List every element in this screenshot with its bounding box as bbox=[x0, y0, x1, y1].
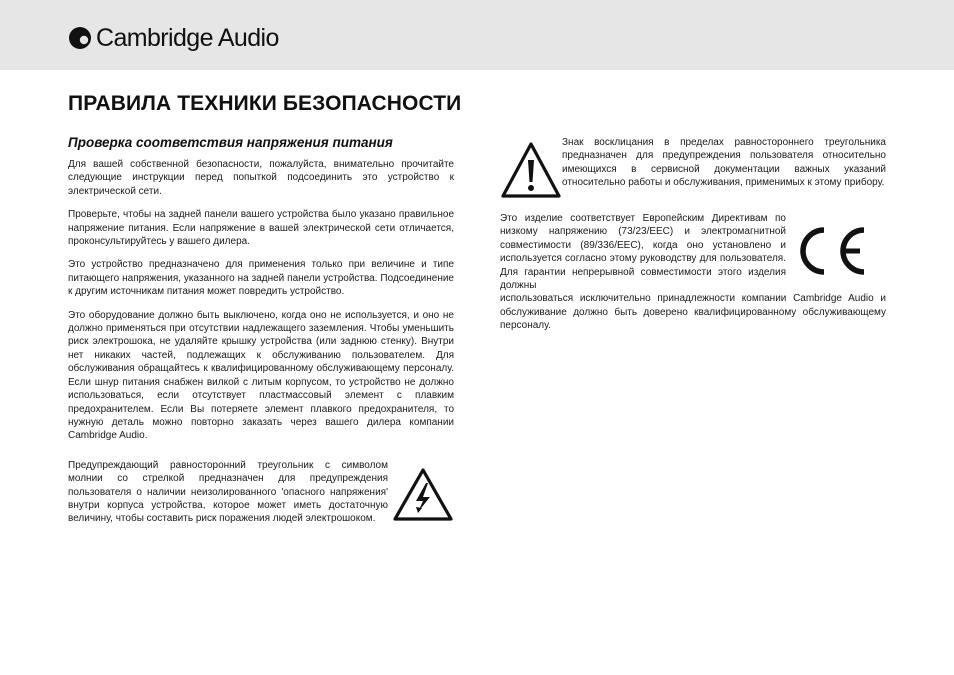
paragraph: Это оборудование должно быть выключено, когда оно не используется, и оно не должно применяться при отсутствии надлежащего заземления. Чтобы уменьшить риск электрошока, не удаляйте крышку устройства (или заднюю стенку). Внутри нет никаких частей, подлежащих к обслуживанию пользователем. Для обслуживания обращайтесь к квалифицированному обслуживающему персоналу. Если шнур питания снабжен вилкой с литым корпусом, то устройство не должно использоваться, если отсутствует пластмассовый элемент с плавким предохранителем. Если Вы потеряете элемент плавкого предохранителя, то нужную деталь можно повторно заказать через вашего дилера компании Cambridge Audio. bbox=[68, 309, 454, 442]
left-column bbox=[68, 158, 454, 541]
lightning-warning-text: Предупреждающий равносторонний треугольник с символом молнии со стрелкой предназначен для предупреждения пользователя о наличии неизолированного 'опасного напряжения' внутри корпуса устройства, которое может иметь достаточную величину, чтобы составить риск поражения людей электрошоком. bbox=[68, 459, 388, 525]
logo-text: Cambridge Audio bbox=[96, 24, 279, 52]
ce-compliance-block bbox=[500, 212, 886, 333]
ce-compliance-text-continued: использоваться исключительно принадлежности компании Cambridge Audio и обслуживание должно быть доверено квалифицированному обслуживающему персоналу. bbox=[500, 293, 886, 332]
paragraph: Для вашей собственной безопасности, пожалуйста, внимательно прочитайте следующие инструкции перед попыткой подсоединить это устройство к электрической сети. bbox=[68, 159, 454, 197]
right-column bbox=[500, 136, 886, 333]
paragraph: Проверьте, чтобы на задней панели вашего устройства было указано правильное напряжение питания. Если напряжение в вашей электрической сети отличается, проконсультируйтесь у вашего дилера. bbox=[68, 209, 454, 248]
section-title: Проверка соответствия напряжения питания bbox=[68, 135, 393, 150]
page-header bbox=[0, 0, 954, 70]
cambridge-audio-logo-icon bbox=[68, 26, 92, 50]
lightning-warning-icon bbox=[392, 467, 454, 523]
exclamation-warning-text: Знак восклицания в пределах равностороннего треугольника предназначен для предупреждения пользователя относительно имеющихся в сервисной документации важных указаний относительно работы и обслуживания, применимых к этому прибору. bbox=[562, 137, 886, 189]
ce-mark-icon bbox=[794, 224, 868, 278]
paragraph: Это устройство предназначено для применения только при величине и типе питающего напряжения, указанного на задней панели устройства. Подсоединение к другим источникам питания может повредить устройство. bbox=[68, 259, 454, 298]
ce-compliance-text: Это изделие соответствует Европейским Директивам по низкому напряжению (73/23/EEC) и электромагнитной совместимости (89/336/EEC), когда оно установлено и используется согласно этому руководству для пользователя. Для гарантии непрерывной совместимости этого изделия должны bbox=[500, 213, 786, 292]
brand-logo bbox=[68, 22, 279, 54]
exclamation-warning-icon bbox=[500, 140, 562, 200]
lightning-warning-block bbox=[68, 459, 454, 541]
exclamation-warning-block bbox=[500, 136, 886, 212]
page-title: ПРАВИЛА ТЕХНИКИ БЕЗОПАСНОСТИ bbox=[68, 92, 462, 115]
